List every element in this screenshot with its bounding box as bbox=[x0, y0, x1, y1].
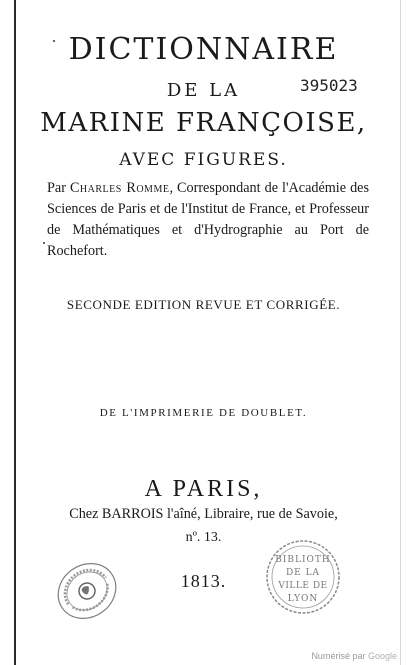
author-paragraph bbox=[47, 178, 369, 262]
digitized-by-google-watermark bbox=[311, 651, 397, 661]
publisher-city: A PARIS, bbox=[144, 476, 263, 502]
ink-speck bbox=[43, 242, 45, 244]
author-name: Charles Romme bbox=[69, 180, 170, 196]
author-credentials: , Correspondant de l'Académie des Sciences de Paris et de l'Institut de France, et Professeur de Mathématiques et d'Hydrographie au Port de Rochefort. bbox=[47, 180, 370, 259]
watermark-prefix: Numérisé par bbox=[311, 651, 368, 661]
title-line-avec-figures: AVEC FIGURES. bbox=[119, 150, 288, 170]
library-stamp-left bbox=[52, 560, 122, 622]
library-stamp-right bbox=[264, 538, 342, 616]
svg-text:LYON: LYON bbox=[287, 594, 319, 604]
title-line-marine-francoise: MARINE FRANÇOISE, bbox=[40, 108, 367, 138]
title-line-de-la: DE LA bbox=[166, 80, 241, 101]
google-logo: Google bbox=[367, 651, 397, 661]
publisher-address: Chez BARROIS l'aîné, Libraire, rue de Savoie, bbox=[69, 506, 338, 522]
publisher-number: nº. 13. bbox=[185, 530, 222, 545]
edition-note: SECONDE EDITION REVUE ET CORRIGÉE. bbox=[66, 297, 341, 312]
printer-line: DE L'IMPRIMERIE DE DOUBLET. bbox=[99, 407, 308, 419]
author-prefix: Par bbox=[47, 180, 70, 196]
svg-text:BIBLIOTH: BIBLIOTH bbox=[275, 555, 331, 565]
ink-speck bbox=[53, 40, 55, 42]
svg-text:DE LA: DE LA bbox=[285, 568, 321, 578]
svg-text:VILLE DE: VILLE DE bbox=[278, 581, 328, 591]
title-line-dictionnaire: DICTIONNAIRE bbox=[68, 32, 339, 67]
publication-year: 1813. bbox=[180, 571, 227, 591]
catalog-number: 395023 bbox=[300, 76, 358, 95]
